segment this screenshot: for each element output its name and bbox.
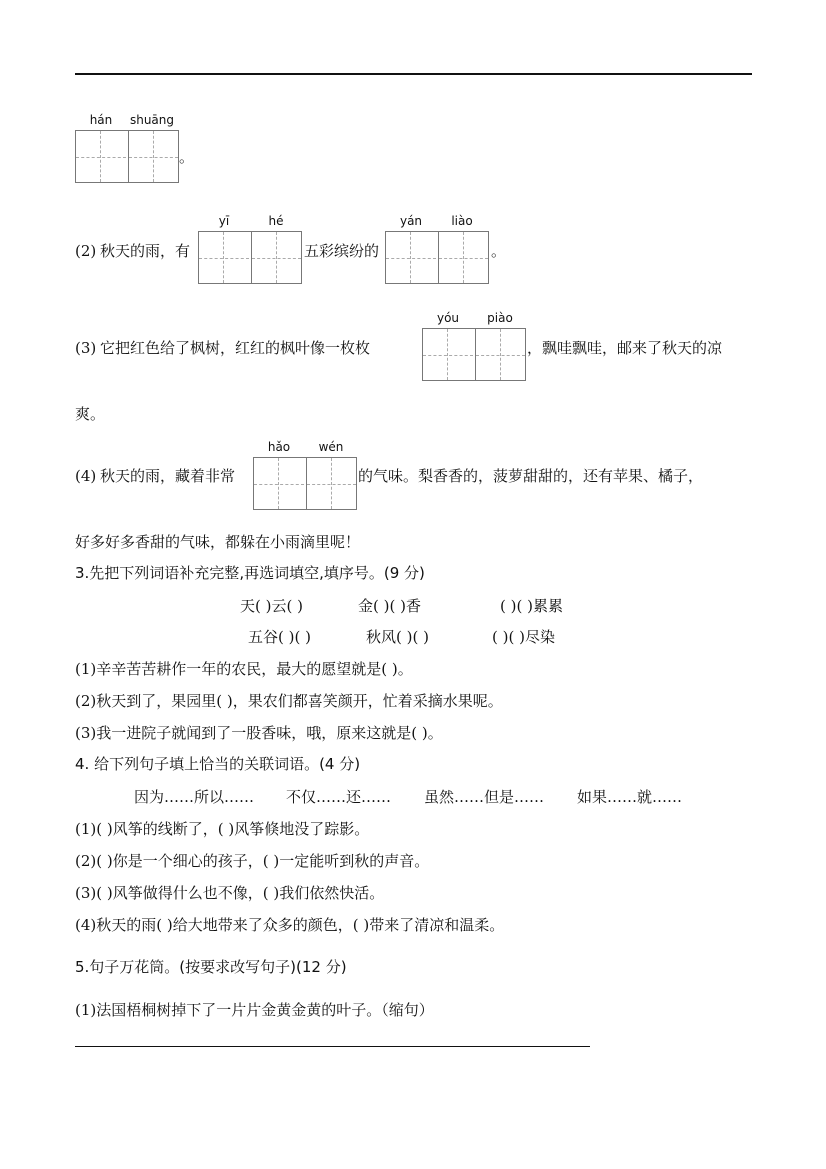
q4-option-4: 如果……就…… — [577, 788, 683, 806]
q3-word-1[interactable]: 天( )云( ) — [240, 597, 303, 615]
q3-word-5[interactable]: 秋风( )( ) — [366, 628, 429, 646]
pinyin-yi: yī — [218, 214, 230, 228]
answer-line[interactable] — [75, 1046, 590, 1047]
q3-word-3[interactable]: ( )( )累累 — [500, 597, 563, 615]
pinyin-wen: wén — [318, 440, 344, 454]
q3-heading: 3.先把下列词语补充完整,再选词填空,填序号。(9 分) — [75, 564, 425, 582]
pinyin-he: hé — [268, 214, 284, 228]
q4-option-1: 因为……所以…… — [134, 788, 255, 806]
tianzige-hao-wen[interactable] — [253, 457, 357, 510]
q3-item-3[interactable]: (3)我一进院子就闻到了一股香味，哦，原来这就是( )。 — [75, 724, 443, 742]
item-2-text-mid: 五彩缤纷的 — [304, 242, 380, 260]
q3-word-6[interactable]: ( )( )尽染 — [492, 628, 555, 646]
q5-item-1: (1)法国梧桐树掉下了一片片金黄金黄的叶子。（缩句） — [75, 1001, 434, 1019]
tianzige-yan-liao[interactable] — [385, 231, 489, 284]
tianzige-han-shuang[interactable] — [75, 130, 179, 183]
q3-word-4[interactable]: 五谷( )( ) — [248, 628, 311, 646]
q3-word-2[interactable]: 金( )( )香 — [358, 597, 421, 615]
q4-item-2[interactable]: (2)( )你是一个细心的孩子，( )一定能听到秋的声音。 — [75, 852, 430, 870]
item-3-text-before: 它把红色给了枫树，红红的枫叶像一枚枚 — [100, 339, 371, 357]
q4-option-2: 不仅……还…… — [286, 788, 392, 806]
q3-item-1[interactable]: (1)辛辛苦苦耕作一年的农民，最大的愿望就是( )。 — [75, 660, 413, 678]
pinyin-piao: piào — [487, 311, 513, 325]
q4-option-3: 虽然……但是…… — [424, 788, 545, 806]
pinyin-han: hán — [89, 113, 113, 127]
item-2-end: 。 — [491, 242, 507, 260]
q4-item-4[interactable]: (4)秋天的雨( )给大地带来了众多的颜色，( )带来了清凉和温柔。 — [75, 916, 505, 934]
item-4-text-after: 的气味。梨香香的，菠萝甜甜的，还有苹果、橘子， — [358, 467, 704, 485]
item-3-continuation: 爽。 — [75, 405, 106, 423]
q4-item-1[interactable]: (1)( )风筝的线断了，( )风筝倏地没了踪影。 — [75, 820, 370, 838]
pinyin-yan: yán — [399, 214, 423, 228]
item-2-text-before: 秋天的雨，有 — [100, 242, 191, 260]
item-4-continuation: 好多好多香甜的气味，都躲在小雨滴里呢！ — [75, 533, 361, 551]
item-3-number: (3) — [75, 339, 97, 357]
item-4-number: (4) — [75, 467, 97, 485]
tianzige-you-piao[interactable] — [422, 328, 526, 381]
q4-heading: 4. 给下列句子填上恰当的关联词语。(4 分) — [75, 755, 361, 773]
period-text: 。 — [179, 148, 195, 166]
q4-item-3[interactable]: (3)( )风筝做得什么也不像，( )我们依然快活。 — [75, 884, 385, 902]
item-3-text-after: ，飘哇飘哇，邮来了秋天的凉 — [527, 339, 723, 357]
pinyin-you: yóu — [436, 311, 460, 325]
header-rule — [75, 73, 752, 75]
tianzige-yi-he[interactable] — [198, 231, 302, 284]
item-2-number: (2) — [75, 242, 97, 260]
pinyin-liao: liào — [451, 214, 473, 228]
q3-item-2[interactable]: (2)秋天到了，果园里( )，果农们都喜笑颜开，忙着采摘水果呢。 — [75, 692, 503, 710]
pinyin-hao: hǎo — [267, 440, 291, 454]
q5-heading: 5.句子万花筒。(按要求改写句子)(12 分) — [75, 958, 347, 976]
pinyin-shuang: shuāng — [129, 113, 175, 127]
item-4-text-before: 秋天的雨，藏着非常 — [100, 467, 236, 485]
